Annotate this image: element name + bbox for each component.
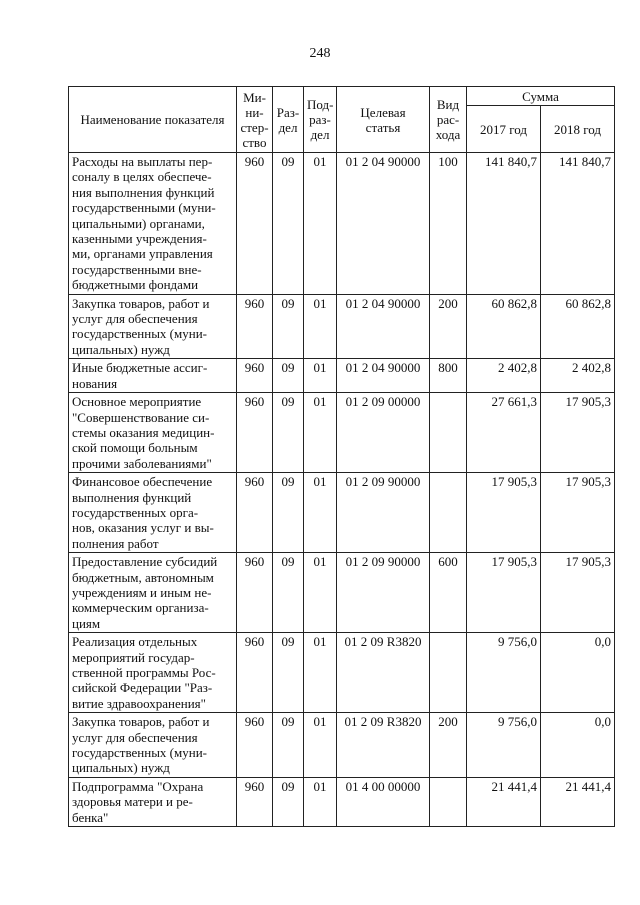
table-row [69, 294, 615, 359]
row-subsection: 01 [304, 633, 337, 713]
row-expense-type [430, 393, 467, 473]
table-row [69, 633, 615, 713]
row-name: Реализация отдельных мероприятий государ- ственной программы Рос- сийской Федерации "Раз- витие здравоохранения" [69, 633, 237, 713]
row-target: 01 2 04 90000 [337, 153, 430, 295]
row-expense-type [430, 777, 467, 826]
header-section: Раз- дел [273, 87, 304, 153]
row-expense-type: 600 [430, 553, 467, 633]
header-subsection: Под- раз- дел [304, 87, 337, 153]
table-row [69, 359, 615, 393]
header-expense-type: Вид рас- хода [430, 87, 467, 153]
row-section: 09 [273, 553, 304, 633]
table-row [69, 393, 615, 473]
budget-table [68, 86, 615, 827]
row-amount-2017: 27 661,3 [467, 393, 541, 473]
row-amount-2018: 0,0 [541, 713, 615, 778]
row-target: 01 2 09 R3820 [337, 713, 430, 778]
row-target: 01 2 09 00000 [337, 393, 430, 473]
row-subsection: 01 [304, 393, 337, 473]
row-amount-2017: 141 840,7 [467, 153, 541, 295]
row-ministry: 960 [237, 359, 273, 393]
row-section: 09 [273, 359, 304, 393]
row-subsection: 01 [304, 713, 337, 778]
row-amount-2018: 17 905,3 [541, 393, 615, 473]
row-expense-type [430, 473, 467, 553]
row-ministry: 960 [237, 153, 273, 295]
header-year-2017: 2017 год [467, 106, 541, 153]
row-subsection: 01 [304, 473, 337, 553]
row-amount-2018: 17 905,3 [541, 473, 615, 553]
row-subsection: 01 [304, 777, 337, 826]
header-ministry: Ми- ни- стер- ство [237, 87, 273, 153]
row-target: 01 2 09 90000 [337, 553, 430, 633]
row-ministry: 960 [237, 633, 273, 713]
row-expense-type [430, 633, 467, 713]
row-target: 01 4 00 00000 [337, 777, 430, 826]
row-amount-2018: 17 905,3 [541, 553, 615, 633]
row-section: 09 [273, 713, 304, 778]
table-row [69, 713, 615, 778]
row-amount-2017: 2 402,8 [467, 359, 541, 393]
row-expense-type: 800 [430, 359, 467, 393]
row-expense-type: 200 [430, 294, 467, 359]
row-name: Расходы на выплаты пер- соналу в целях обеспече- ния выполнения функций государственными (муни- ципальными) органами, казенными учреждения- ми, органами управления государственными вне- бюджетными фондами [69, 153, 237, 295]
row-subsection: 01 [304, 359, 337, 393]
row-expense-type: 100 [430, 153, 467, 295]
row-target: 01 2 09 R3820 [337, 633, 430, 713]
header-sum: Сумма [467, 87, 615, 106]
row-amount-2017: 17 905,3 [467, 553, 541, 633]
row-amount-2017: 17 905,3 [467, 473, 541, 553]
header-year-2018: 2018 год [541, 106, 615, 153]
row-ministry: 960 [237, 294, 273, 359]
row-section: 09 [273, 393, 304, 473]
row-amount-2018: 2 402,8 [541, 359, 615, 393]
table-header [69, 87, 615, 153]
row-target: 01 2 04 90000 [337, 294, 430, 359]
row-section: 09 [273, 777, 304, 826]
row-subsection: 01 [304, 153, 337, 295]
row-target: 01 2 09 90000 [337, 473, 430, 553]
table-row [69, 473, 615, 553]
row-amount-2017: 21 441,4 [467, 777, 541, 826]
row-ministry: 960 [237, 553, 273, 633]
row-amount-2017: 9 756,0 [467, 633, 541, 713]
row-expense-type: 200 [430, 713, 467, 778]
row-amount-2018: 0,0 [541, 633, 615, 713]
table-row [69, 153, 615, 295]
row-ministry: 960 [237, 713, 273, 778]
row-ministry: 960 [237, 393, 273, 473]
row-name: Финансовое обеспечение выполнения функций государственных орга- нов, оказания услуг и вы- полнения работ [69, 473, 237, 553]
page-number: 248 [309, 46, 331, 61]
row-amount-2017: 60 862,8 [467, 294, 541, 359]
row-name: Закупка товаров, работ и услуг для обеспечения государственных (муни- ципальных) нужд [69, 294, 237, 359]
row-name: Предоставление субсидий бюджетным, автономным учреждениям и иным не- коммерческим организа- циям [69, 553, 237, 633]
table-body [69, 153, 615, 827]
row-name: Подпрограмма "Охрана здоровья матери и ре- бенка" [69, 777, 237, 826]
row-name: Основное мероприятие "Совершенствование си- стемы оказания медицин- ской помощи больным прочими заболеваниями" [69, 393, 237, 473]
row-target: 01 2 04 90000 [337, 359, 430, 393]
row-name: Иные бюджетные ассиг- нования [69, 359, 237, 393]
header-row [69, 87, 615, 106]
row-amount-2018: 21 441,4 [541, 777, 615, 826]
header-name: Наименование показателя [69, 87, 237, 153]
row-amount-2017: 9 756,0 [467, 713, 541, 778]
row-subsection: 01 [304, 553, 337, 633]
row-amount-2018: 60 862,8 [541, 294, 615, 359]
row-subsection: 01 [304, 294, 337, 359]
table-row [69, 553, 615, 633]
row-section: 09 [273, 294, 304, 359]
row-section: 09 [273, 473, 304, 553]
row-section: 09 [273, 153, 304, 295]
row-ministry: 960 [237, 777, 273, 826]
table-row [69, 777, 615, 826]
row-name: Закупка товаров, работ и услуг для обеспечения государственных (муни- ципальных) нужд [69, 713, 237, 778]
header-target: Целевая статья [337, 87, 430, 153]
row-section: 09 [273, 633, 304, 713]
row-amount-2018: 141 840,7 [541, 153, 615, 295]
row-ministry: 960 [237, 473, 273, 553]
